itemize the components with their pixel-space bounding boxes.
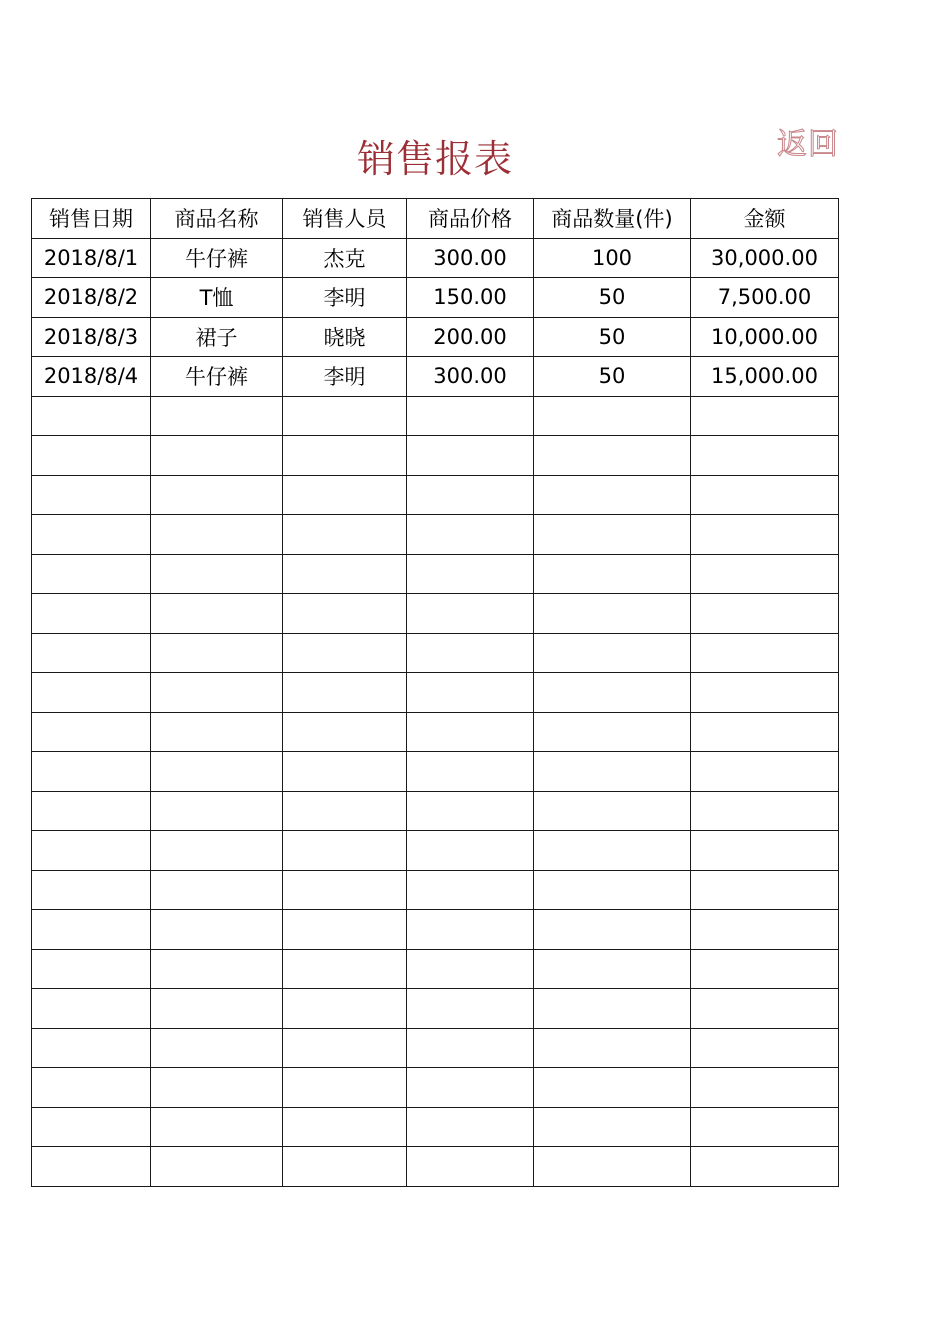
empty-cell-quantity[interactable]: [534, 673, 691, 713]
empty-cell-price[interactable]: [407, 910, 534, 950]
cell-sale-date[interactable]: 2018/8/2: [32, 278, 151, 318]
cell-sale-date[interactable]: 2018/8/1: [32, 238, 151, 278]
empty-table-row: [32, 554, 839, 594]
empty-cell-product-name[interactable]: [151, 594, 283, 634]
empty-cell-amount[interactable]: [691, 554, 839, 594]
cell-quantity[interactable]: 50: [534, 317, 691, 357]
empty-cell-salesperson[interactable]: [283, 396, 407, 436]
empty-cell-product-name[interactable]: [151, 1147, 283, 1187]
cell-quantity[interactable]: 50: [534, 278, 691, 318]
empty-cell-price[interactable]: [407, 712, 534, 752]
empty-cell-quantity[interactable]: [534, 831, 691, 871]
empty-cell-product-name[interactable]: [151, 1068, 283, 1108]
empty-cell-price[interactable]: [407, 594, 534, 634]
empty-cell-sale-date[interactable]: [32, 475, 151, 515]
empty-cell-salesperson[interactable]: [283, 1107, 407, 1147]
empty-cell-salesperson[interactable]: [283, 949, 407, 989]
empty-cell-product-name[interactable]: [151, 673, 283, 713]
empty-cell-quantity[interactable]: [534, 594, 691, 634]
empty-cell-amount[interactable]: [691, 989, 839, 1029]
empty-cell-sale-date[interactable]: [32, 1107, 151, 1147]
empty-cell-quantity[interactable]: [534, 989, 691, 1029]
empty-cell-product-name[interactable]: [151, 791, 283, 831]
cell-amount[interactable]: 30,000.00: [691, 238, 839, 278]
empty-cell-amount[interactable]: [691, 1147, 839, 1187]
empty-cell-quantity[interactable]: [534, 1147, 691, 1187]
empty-table-row: [32, 1107, 839, 1147]
empty-cell-quantity[interactable]: [534, 910, 691, 950]
empty-cell-amount[interactable]: [691, 673, 839, 713]
empty-cell-salesperson[interactable]: [283, 1147, 407, 1187]
empty-cell-quantity[interactable]: [534, 712, 691, 752]
empty-cell-product-name[interactable]: [151, 1107, 283, 1147]
empty-cell-amount[interactable]: [691, 752, 839, 792]
empty-cell-amount[interactable]: [691, 515, 839, 555]
empty-table-row: [32, 712, 839, 752]
empty-cell-salesperson[interactable]: [283, 436, 407, 476]
empty-cell-product-name[interactable]: [151, 989, 283, 1029]
empty-table-row: [32, 910, 839, 950]
empty-table-row: [32, 831, 839, 871]
empty-cell-sale-date[interactable]: [32, 752, 151, 792]
empty-cell-product-name[interactable]: [151, 752, 283, 792]
cell-price[interactable]: 150.00: [407, 278, 534, 318]
empty-cell-amount[interactable]: [691, 870, 839, 910]
empty-cell-salesperson[interactable]: [283, 791, 407, 831]
cell-price[interactable]: 300.00: [407, 238, 534, 278]
empty-cell-amount[interactable]: [691, 910, 839, 950]
empty-cell-price[interactable]: [407, 554, 534, 594]
cell-product-name[interactable]: T恤: [151, 278, 283, 318]
empty-cell-salesperson[interactable]: [283, 515, 407, 555]
cell-amount[interactable]: 15,000.00: [691, 357, 839, 397]
empty-cell-quantity[interactable]: [534, 554, 691, 594]
empty-table-row: [32, 436, 839, 476]
table-row: [32, 238, 839, 278]
empty-cell-amount[interactable]: [691, 831, 839, 871]
column-header-price: 商品价格: [407, 199, 534, 239]
column-header-product-name: 商品名称: [151, 199, 283, 239]
empty-cell-product-name[interactable]: [151, 633, 283, 673]
cell-salesperson[interactable]: 李明: [283, 357, 407, 397]
cell-product-name[interactable]: 裙子: [151, 317, 283, 357]
empty-cell-price[interactable]: [407, 831, 534, 871]
page-title: 销售报表: [356, 137, 513, 181]
empty-cell-quantity[interactable]: [534, 791, 691, 831]
empty-cell-product-name[interactable]: [151, 910, 283, 950]
empty-table-row: [32, 870, 839, 910]
empty-cell-sale-date[interactable]: [32, 515, 151, 555]
cell-product-name[interactable]: 牛仔裤: [151, 357, 283, 397]
empty-cell-price[interactable]: [407, 791, 534, 831]
empty-cell-salesperson[interactable]: [283, 1068, 407, 1108]
empty-cell-sale-date[interactable]: [32, 594, 151, 634]
empty-cell-price[interactable]: [407, 1147, 534, 1187]
empty-cell-salesperson[interactable]: [283, 1028, 407, 1068]
empty-cell-sale-date[interactable]: [32, 712, 151, 752]
cell-salesperson[interactable]: 李明: [283, 278, 407, 318]
empty-cell-sale-date[interactable]: [32, 949, 151, 989]
cell-amount[interactable]: 7,500.00: [691, 278, 839, 318]
empty-cell-amount[interactable]: [691, 712, 839, 752]
empty-cell-product-name[interactable]: [151, 475, 283, 515]
cell-product-name[interactable]: 牛仔裤: [151, 238, 283, 278]
table-row: [32, 357, 839, 397]
column-header-quantity: 商品数量(件): [534, 199, 691, 239]
empty-cell-amount[interactable]: [691, 1107, 839, 1147]
empty-cell-product-name[interactable]: [151, 515, 283, 555]
column-header-amount: 金额: [691, 199, 839, 239]
empty-cell-sale-date[interactable]: [32, 1147, 151, 1187]
cell-quantity[interactable]: 100: [534, 238, 691, 278]
cell-sale-date[interactable]: 2018/8/3: [32, 317, 151, 357]
empty-cell-sale-date[interactable]: [32, 396, 151, 436]
empty-cell-salesperson[interactable]: [283, 989, 407, 1029]
empty-cell-sale-date[interactable]: [32, 870, 151, 910]
empty-cell-salesperson[interactable]: [283, 594, 407, 634]
column-header-sale-date: 销售日期: [32, 199, 151, 239]
empty-cell-amount[interactable]: [691, 1068, 839, 1108]
column-header-salesperson: 销售人员: [283, 199, 407, 239]
table-row: [32, 278, 839, 318]
empty-table-row: [32, 515, 839, 555]
empty-cell-price[interactable]: [407, 1068, 534, 1108]
empty-cell-sale-date[interactable]: [32, 673, 151, 713]
empty-cell-sale-date[interactable]: [32, 554, 151, 594]
empty-cell-salesperson[interactable]: [283, 475, 407, 515]
empty-cell-quantity[interactable]: [534, 870, 691, 910]
empty-table-row: [32, 1068, 839, 1108]
empty-table-row: [32, 633, 839, 673]
empty-cell-quantity[interactable]: [534, 949, 691, 989]
empty-cell-quantity[interactable]: [534, 1028, 691, 1068]
empty-cell-quantity[interactable]: [534, 436, 691, 476]
empty-cell-amount[interactable]: [691, 791, 839, 831]
empty-cell-quantity[interactable]: [534, 475, 691, 515]
empty-cell-product-name[interactable]: [151, 712, 283, 752]
empty-cell-price[interactable]: [407, 1107, 534, 1147]
cell-sale-date[interactable]: 2018/8/4: [32, 357, 151, 397]
empty-table-row: [32, 475, 839, 515]
empty-cell-amount[interactable]: [691, 396, 839, 436]
empty-cell-price[interactable]: [407, 1028, 534, 1068]
cell-quantity[interactable]: 50: [534, 357, 691, 397]
empty-cell-price[interactable]: [407, 475, 534, 515]
empty-cell-quantity[interactable]: [534, 1107, 691, 1147]
empty-cell-price[interactable]: [407, 673, 534, 713]
empty-cell-sale-date[interactable]: [32, 436, 151, 476]
empty-cell-salesperson[interactable]: [283, 831, 407, 871]
table-row: [32, 317, 839, 357]
table-header-row: [32, 199, 839, 239]
empty-cell-price[interactable]: [407, 989, 534, 1029]
empty-table-row: [32, 1147, 839, 1187]
empty-table-row: [32, 594, 839, 634]
empty-cell-price[interactable]: [407, 752, 534, 792]
empty-table-row: [32, 1028, 839, 1068]
empty-cell-quantity[interactable]: [534, 633, 691, 673]
cell-amount[interactable]: 10,000.00: [691, 317, 839, 357]
empty-cell-salesperson[interactable]: [283, 673, 407, 713]
empty-cell-amount[interactable]: [691, 475, 839, 515]
empty-cell-price[interactable]: [407, 515, 534, 555]
empty-cell-product-name[interactable]: [151, 436, 283, 476]
empty-cell-salesperson[interactable]: [283, 633, 407, 673]
empty-cell-amount[interactable]: [691, 436, 839, 476]
empty-cell-sale-date[interactable]: [32, 791, 151, 831]
empty-cell-price[interactable]: [407, 396, 534, 436]
empty-cell-quantity[interactable]: [534, 752, 691, 792]
empty-cell-amount[interactable]: [691, 594, 839, 634]
empty-cell-salesperson[interactable]: [283, 870, 407, 910]
empty-table-row: [32, 673, 839, 713]
empty-cell-product-name[interactable]: [151, 949, 283, 989]
cell-price[interactable]: 300.00: [407, 357, 534, 397]
cell-price[interactable]: 200.00: [407, 317, 534, 357]
empty-table-row: [32, 396, 839, 436]
empty-cell-amount[interactable]: [691, 949, 839, 989]
back-button[interactable]: 返回: [777, 127, 839, 162]
empty-table-row: [32, 949, 839, 989]
empty-cell-product-name[interactable]: [151, 870, 283, 910]
cell-salesperson[interactable]: 晓晓: [283, 317, 407, 357]
empty-cell-product-name[interactable]: [151, 831, 283, 871]
empty-table-row: [32, 989, 839, 1029]
empty-cell-quantity[interactable]: [534, 396, 691, 436]
empty-cell-salesperson[interactable]: [283, 712, 407, 752]
empty-cell-salesperson[interactable]: [283, 910, 407, 950]
empty-cell-sale-date[interactable]: [32, 1028, 151, 1068]
empty-cell-price[interactable]: [407, 949, 534, 989]
empty-cell-price[interactable]: [407, 436, 534, 476]
empty-table-row: [32, 752, 839, 792]
empty-cell-price[interactable]: [407, 633, 534, 673]
empty-cell-sale-date[interactable]: [32, 831, 151, 871]
empty-cell-salesperson[interactable]: [283, 554, 407, 594]
empty-cell-amount[interactable]: [691, 633, 839, 673]
empty-cell-amount[interactable]: [691, 1028, 839, 1068]
empty-cell-salesperson[interactable]: [283, 752, 407, 792]
empty-table-row: [32, 791, 839, 831]
empty-cell-sale-date[interactable]: [32, 910, 151, 950]
empty-cell-product-name[interactable]: [151, 1028, 283, 1068]
empty-cell-product-name[interactable]: [151, 396, 283, 436]
empty-cell-sale-date[interactable]: [32, 633, 151, 673]
empty-cell-product-name[interactable]: [151, 554, 283, 594]
empty-cell-sale-date[interactable]: [32, 1068, 151, 1108]
empty-cell-quantity[interactable]: [534, 1068, 691, 1108]
empty-cell-sale-date[interactable]: [32, 989, 151, 1029]
empty-cell-quantity[interactable]: [534, 515, 691, 555]
empty-cell-price[interactable]: [407, 870, 534, 910]
sales-table: [31, 198, 839, 1187]
cell-salesperson[interactable]: 杰克: [283, 238, 407, 278]
